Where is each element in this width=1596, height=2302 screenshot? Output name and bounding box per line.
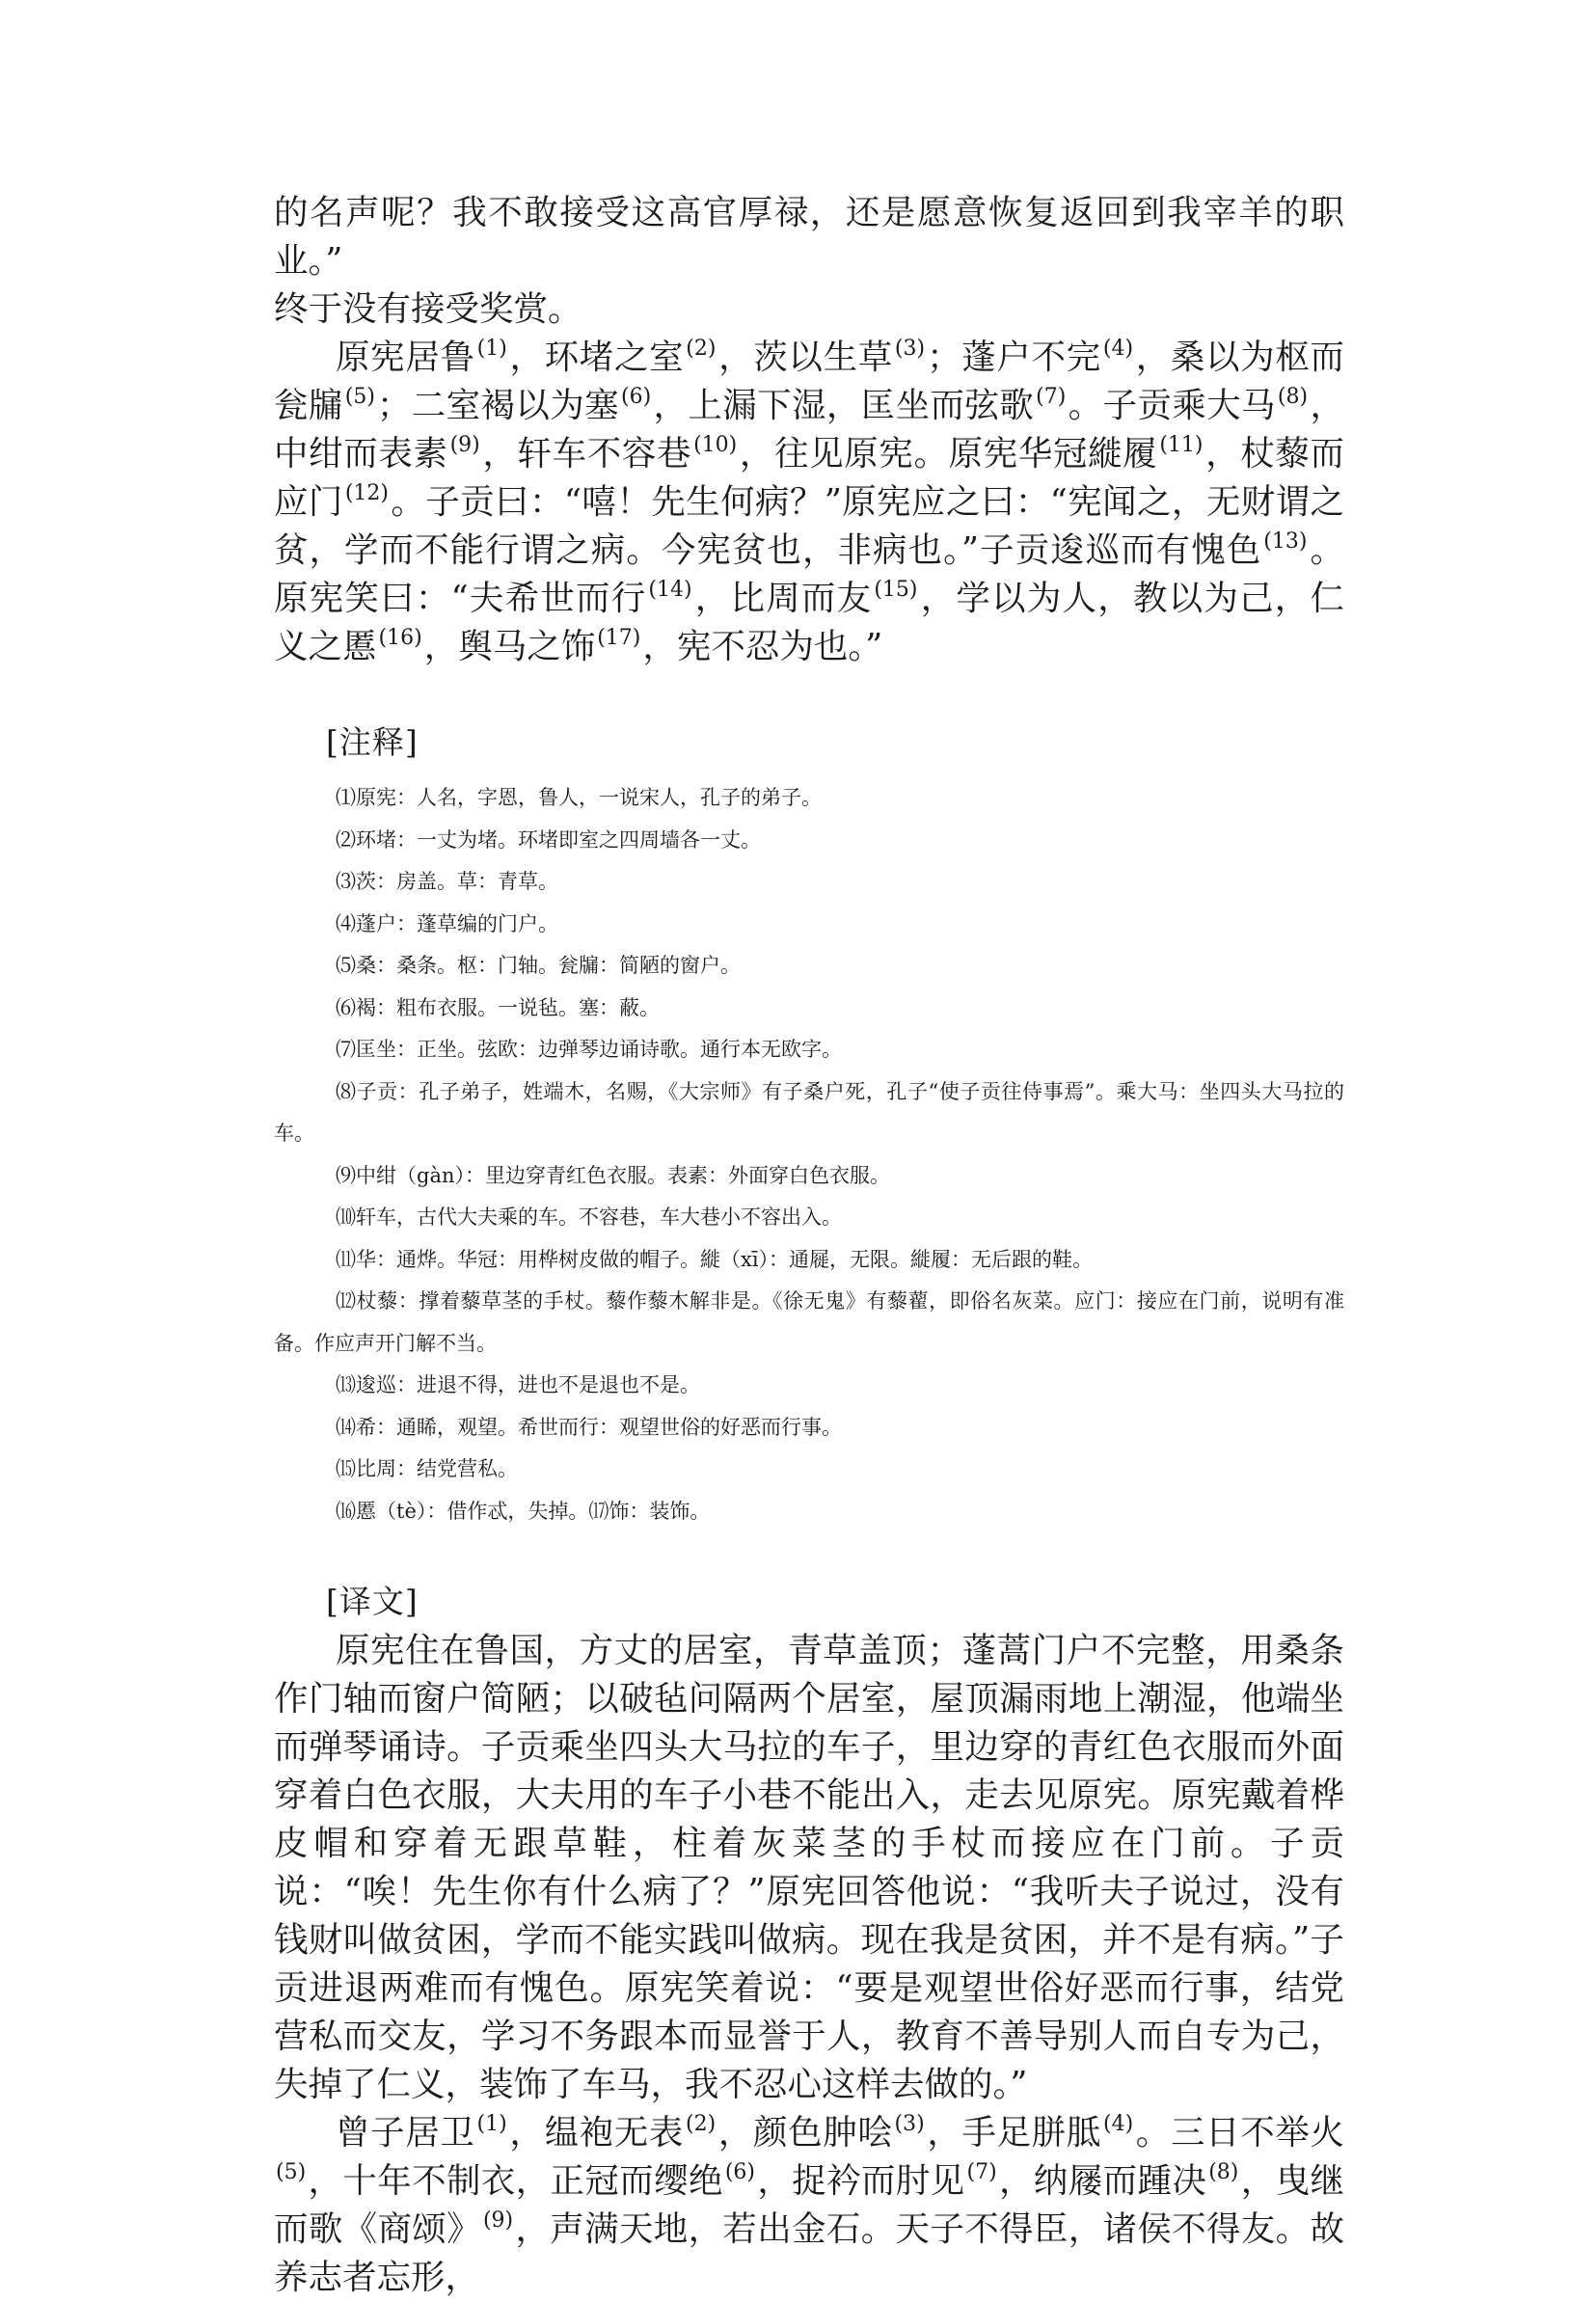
note-reference: (4) xyxy=(1102,337,1134,361)
note-reference: (7) xyxy=(966,2160,997,2184)
note-reference: (5) xyxy=(276,2160,307,2184)
notes-heading: [注释] xyxy=(326,723,419,761)
passage-2 xyxy=(274,334,1344,671)
translation-section xyxy=(274,1581,1344,2109)
note-item: ⑷蓬户：蓬草编的门户。 xyxy=(336,911,558,935)
note-item: ⒀逡巡：进退不得，进也不是退也不是。 xyxy=(336,1373,700,1396)
text-segment: ，声满天地，若出金石。天子不得臣，诸侯不得友。故养志者忘形， xyxy=(274,2209,1344,2297)
text-segment: 。三日不举火 xyxy=(1135,2113,1344,2153)
note-item: ⑸桑：桑条。枢：门轴。瓮牖：简陋的窗户。 xyxy=(336,954,741,977)
note-reference: (1) xyxy=(476,2112,507,2136)
text-segment: ，十年不制衣，正冠而缨绝 xyxy=(308,2161,723,2201)
note-reference: (4) xyxy=(1103,2112,1134,2136)
note-item: ⑵环堵：一丈为堵。环堵即室之四周墙各一丈。 xyxy=(336,827,761,852)
note-reference: (3) xyxy=(894,337,926,361)
note-reference: (1) xyxy=(476,337,507,361)
note-reference: (8) xyxy=(1277,385,1309,409)
text-segment: 曾子居卫 xyxy=(336,2113,475,2153)
text-segment: ；蓬户不完 xyxy=(927,338,1101,377)
text-segment: ，桑以为枢而瓮牖 xyxy=(274,338,1344,425)
note-item: ⑼中绀（gàn）：里边穿青红色衣服。表素：外面穿白色衣服。 xyxy=(336,1163,890,1187)
note-reference: (2) xyxy=(686,337,717,361)
note-reference: (6) xyxy=(724,2160,756,2184)
text-segment: ，轩车不容巷 xyxy=(481,434,692,474)
text-segment: ，比周而友 xyxy=(693,579,873,618)
note-item: ⑽轩车，古代大夫乘的车。不容巷，车大巷小不容出入。 xyxy=(336,1205,842,1229)
text-segment: ，手足胼胝 xyxy=(926,2113,1101,2153)
translation-text: 原宪住在鲁国，方丈的居室，青草盖顶；蓬蒿门户不完整，用桑条作门轴而窗户简陋；以破毡问隔两个居室，屋顶漏雨地上潮湿，他端坐而弹琴诵诗。子贡乘坐四头大马拉的车子，里边穿的青红色衣服而外面穿着白色衣服，大夫用的车子小巷不能出入，走去见原宪。原宪戴着桦皮帽和穿着无跟草鞋，柱着灰菜茎的手杖而接应在门前。子贡说：“唉！先生你有什么病了？”原宪回答他说：“我听夫子说过，没有钱财叫做贫困，学而不能实践叫做病。现在我是贫困，并不是有病。”子贡进退两难而有愧色。原宪笑着说：“要是观望世俗好恶而行事，结党营私而交友，学习不务跟本而显誉于人，教育不善导别人而自专为己，失掉了仁义，装饰了车马，我不忍心这样去做的。” xyxy=(274,1631,1344,2104)
translation-heading: [译文] xyxy=(326,1583,419,1620)
note-item: ⑻子贡：孔子弟子，姓端木，名赐，《大宗师》有子桑户死，孔子“使子贡往侍事焉”。乘大马：坐四头大马拉的车。 xyxy=(274,1079,1344,1145)
note-item: ⑺匡坐：正坐。弦欧：边弹琴边诵诗歌。通行本无欧字。 xyxy=(336,1038,842,1061)
text-segment: ，杖藜而应门 xyxy=(274,434,1344,522)
note-reference: (14) xyxy=(648,578,692,602)
text-segment: ，纳屦而踵决 xyxy=(998,2161,1207,2201)
note-reference: (17) xyxy=(597,626,641,650)
notes-list xyxy=(274,777,1344,1532)
passage-1-line-1: 的名声呢？我不敢接受这高官厚禄，还是愿意恢复返回到我宰羊的职业。” xyxy=(274,193,1344,281)
note-item: ⒁希：通睎，观望。希世而行：观望世俗的好恶而行事。 xyxy=(336,1415,842,1439)
text-segment: ，颜色肿哙 xyxy=(717,2113,893,2153)
text-segment: ，缊袍无表 xyxy=(508,2113,685,2153)
text-segment: ，舆马之饰 xyxy=(423,627,596,666)
note-reference: (8) xyxy=(1208,2160,1239,2184)
note-reference: (15) xyxy=(874,578,918,602)
note-item: ⑴原宪：人名，字恩，鲁人，一说宋人，孔子的弟子。 xyxy=(336,786,822,809)
text-segment: ，中绀而表素 xyxy=(274,386,1344,474)
notes-section xyxy=(274,721,1344,1532)
text-segment: ，学以为人，教以为己，仁义之慝 xyxy=(274,579,1344,666)
note-item: ⒃慝（tè）：借作忒，失掉。⒄饰：装饰。 xyxy=(336,1499,711,1523)
note-reference: (5) xyxy=(344,385,375,409)
text-segment: ，往见原宪。原宪华冠縰履 xyxy=(739,434,1158,474)
note-reference: (3) xyxy=(894,2112,925,2136)
note-reference: (10) xyxy=(693,433,738,457)
text-segment: 原宪居鲁 xyxy=(336,338,475,377)
note-reference: (16) xyxy=(378,626,422,650)
text-segment: ，环堵之室 xyxy=(508,338,685,377)
note-reference: (6) xyxy=(621,385,652,409)
document-page xyxy=(274,189,1344,2302)
note-item: ⑹褐：粗布衣服。一说毡。塞：蔽。 xyxy=(336,995,660,1019)
text-segment: ，茨以生草 xyxy=(717,338,893,377)
note-reference: (13) xyxy=(1263,529,1308,554)
text-segment: ；二室褐以为塞 xyxy=(376,386,620,425)
note-item: ⒂比周：结党营私。 xyxy=(336,1457,518,1480)
passage-1 xyxy=(274,189,1344,334)
note-reference: (9) xyxy=(482,2208,514,2233)
note-reference: (11) xyxy=(1159,433,1204,457)
note-reference: (12) xyxy=(344,481,389,505)
passage-3 xyxy=(274,2109,1344,2302)
text-segment: ，上漏下湿，匡坐而弦歌 xyxy=(653,386,1035,425)
note-item: ⑿杖藜：撑着藜草茎的手杖。藜作藜木解非是。《徐无鬼》有藜藋，即俗名灰菜。应门：接应在门前，说明有准备。作应声开门解不当。 xyxy=(274,1289,1344,1355)
note-reference: (7) xyxy=(1036,385,1067,409)
text-segment: ，宪不忍为也。” xyxy=(642,627,883,666)
note-reference: (9) xyxy=(449,433,480,457)
note-item: ⑾华：通烨。华冠：用桦树皮做的帽子。縰（xī）：通屣，无限。縰履：无后跟的鞋。 xyxy=(336,1247,1094,1271)
passage-1-line-2: 终于没有接受奖赏。 xyxy=(274,289,582,329)
text-segment: 。子贡乘大马 xyxy=(1068,386,1276,425)
note-reference: (2) xyxy=(686,2112,717,2136)
text-segment: ，捉衿而肘见 xyxy=(757,2161,965,2201)
text-segment: 。原宪笑曰：“夫希世而行 xyxy=(274,530,1344,618)
note-item: ⑶茨：房盖。草：青草。 xyxy=(336,870,558,893)
text-segment: 。子贡曰：“嘻！先生何病？”原宪应之曰：“宪闻之，无财谓之贫，学而不能行谓之病。今宪贫也，非病也。”子贡逡巡而有愧色 xyxy=(274,482,1344,570)
text-segment: ，曳继而歌《商颂》 xyxy=(274,2161,1344,2249)
